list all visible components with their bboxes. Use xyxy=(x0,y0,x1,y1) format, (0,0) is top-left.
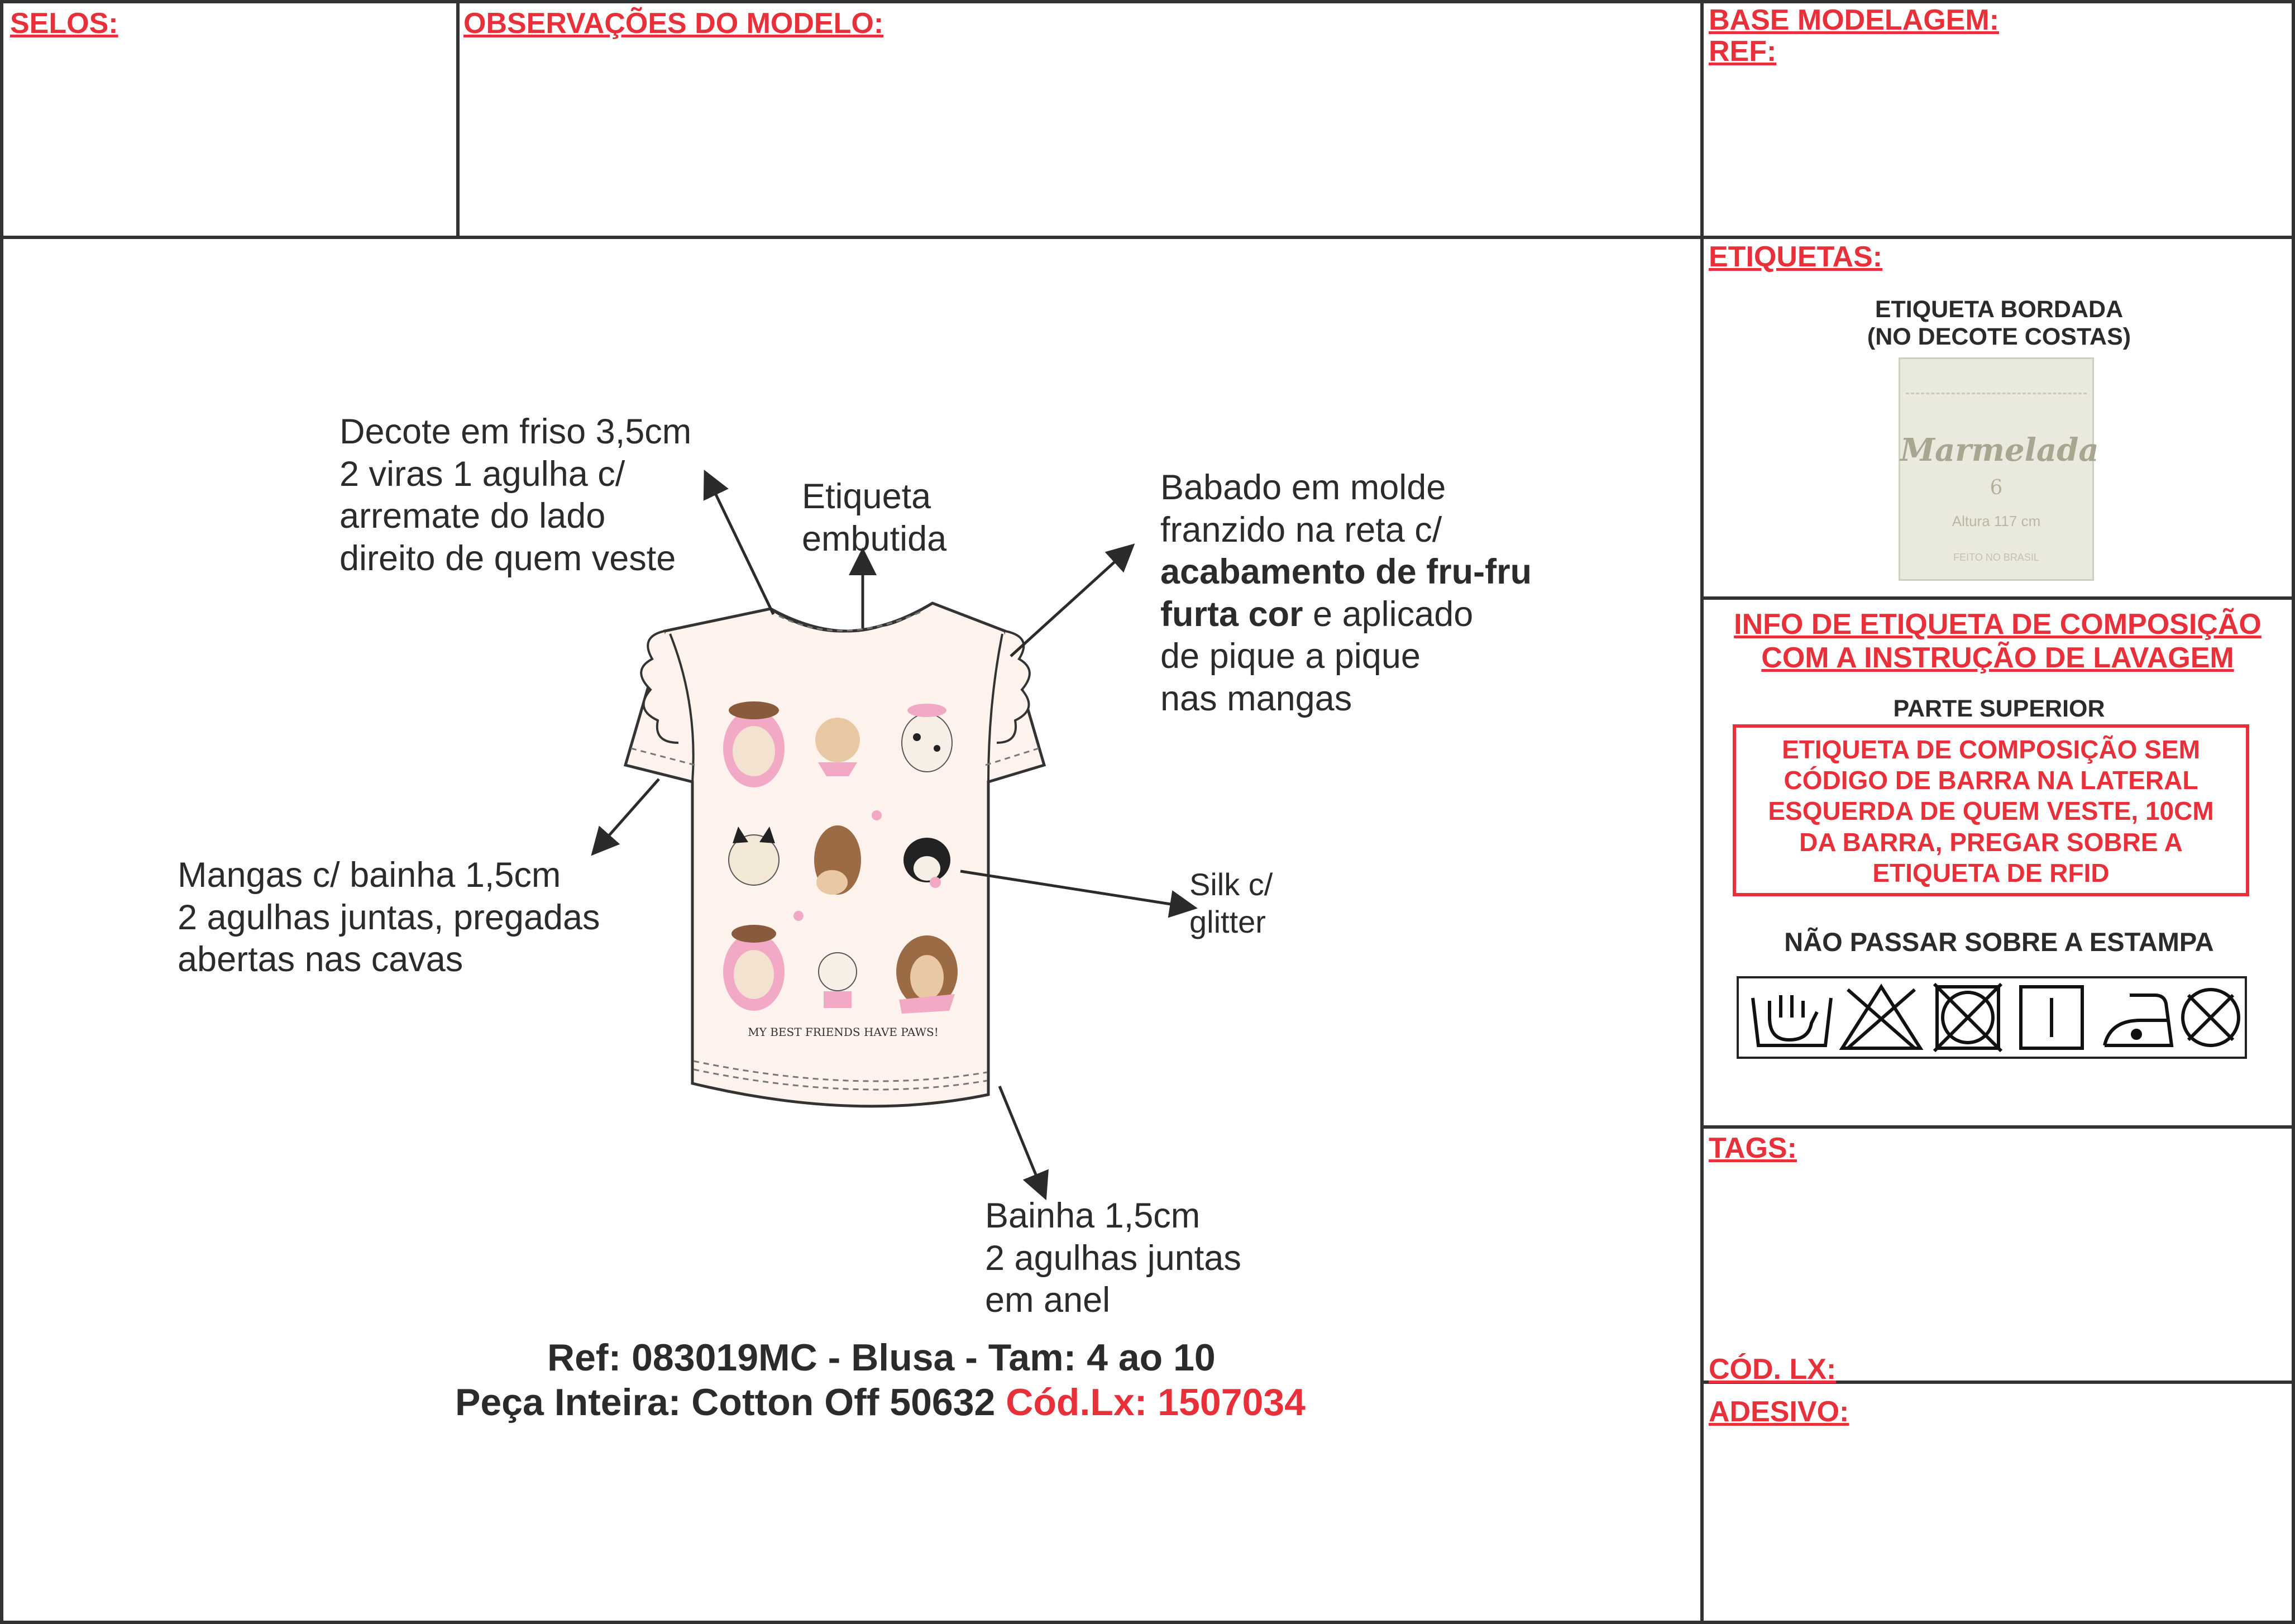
observacoes-label: OBSERVAÇÕES DO MODELO: xyxy=(463,7,884,40)
decote-line: direito de quem veste xyxy=(340,538,676,578)
parte-superior-label: PARTE SUPERIOR xyxy=(1893,695,2105,722)
label-size: 6 xyxy=(1990,476,2003,499)
bainha-line: em anel xyxy=(985,1281,1111,1320)
decote-line: 2 viras 1 agulha c/ xyxy=(340,454,625,494)
babado-note xyxy=(1160,467,1532,720)
low-iron-icon xyxy=(2105,995,2172,1045)
no-bleach-icon xyxy=(1842,987,1920,1048)
fabric-line xyxy=(455,1381,1306,1424)
babado-line: de pique a pique xyxy=(1160,637,1421,676)
line-dry-icon xyxy=(2021,987,2082,1048)
decote-line: Decote em friso 3,5cm xyxy=(340,412,692,451)
babado-bold-text: acabamento de fru-fru xyxy=(1160,552,1532,592)
etiquetas-label: ETIQUETAS: xyxy=(1709,241,1883,273)
babado-line-mixed xyxy=(1160,594,1532,636)
arrow-decote xyxy=(706,475,773,614)
composicao-line: ETIQUETA DE COMPOSIÇÃO SEM xyxy=(1782,735,2200,764)
adesivo-label: ADESIVO: xyxy=(1709,1396,1849,1428)
composicao-box xyxy=(1733,724,2249,896)
arrow-babado xyxy=(1011,547,1131,656)
label-brand: Marmelada xyxy=(1900,432,2099,469)
arrow-silk xyxy=(960,871,1192,907)
label-height: Altura 117 cm xyxy=(1952,513,2041,529)
composicao-line: CÓDIGO DE BARRA NA LATERAL xyxy=(1784,766,2198,795)
silk-note xyxy=(1189,866,1273,940)
info-divider xyxy=(1702,1125,2295,1129)
composicao-line: ETIQUETA DE RFID xyxy=(1872,858,2110,887)
no-tumble-dry-icon xyxy=(1934,984,2001,1051)
ref-label: REF: xyxy=(1709,35,1777,68)
etiquetas-divider xyxy=(1702,596,2295,600)
silk-line: glitter xyxy=(1189,904,1266,940)
care-symbols-svg xyxy=(1739,978,2245,1057)
mangas-line: abertas nas cavas xyxy=(178,940,463,980)
babado-line: franzido na reta c/ xyxy=(1160,510,1442,550)
decote-line: arremate do lado xyxy=(340,496,606,536)
bainha-line: 2 agulhas juntas xyxy=(985,1238,1241,1278)
fabric-text: Peça Inteira: Cotton Off 50632 xyxy=(455,1381,1006,1424)
etiqueta-line: Etiqueta xyxy=(802,477,931,516)
info-title-1: INFO DE ETIQUETA DE COMPOSIÇÃO xyxy=(1734,608,2261,641)
babado-bold-text: furta cor xyxy=(1160,594,1303,634)
etiqueta-bordada-sub: (NO DECOTE COSTAS) xyxy=(1867,323,2131,351)
mangas-note xyxy=(178,854,600,981)
babado-line: Babado em molde xyxy=(1160,468,1446,507)
decote-note xyxy=(340,411,691,580)
silk-line: Silk c/ xyxy=(1189,867,1273,902)
mangas-line: Mangas c/ bainha 1,5cm xyxy=(178,856,561,895)
babado-line: nas mangas xyxy=(1160,679,1352,718)
nao-passar-label: NÃO PASSAR SOBRE A ESTAMPA xyxy=(1784,927,2214,957)
babado-line-bold xyxy=(1160,551,1532,594)
composicao-line: DA BARRA, PREGAR SOBRE A xyxy=(1799,827,2183,857)
etiqueta-note xyxy=(802,476,946,560)
woven-label-image xyxy=(1899,357,2099,581)
ref-line: Ref: 083019MC - Blusa - Tam: 4 ao 10 xyxy=(547,1336,1216,1379)
label-stitch-top xyxy=(1906,393,2087,394)
etiqueta-bordada-title xyxy=(1742,296,2256,351)
babado-text: e aplicado xyxy=(1303,594,1474,634)
selos-label: SELOS: xyxy=(10,7,118,40)
etiqueta-line: embutida xyxy=(802,519,947,558)
tags-label: TAGS: xyxy=(1709,1132,1797,1164)
print-slogan: MY BEST FRIENDS HAVE PAWS! xyxy=(748,1025,939,1039)
cod-lx-label: CÓD. LX: xyxy=(1709,1353,1837,1386)
cod-lx-value: Cód.Lx: 1507034 xyxy=(1006,1381,1306,1424)
base-modelagem-label: BASE MODELAGEM: xyxy=(1709,4,1999,36)
mangas-line: 2 agulhas juntas, pregadas xyxy=(178,897,600,937)
hand-wash-icon xyxy=(1753,995,1831,1045)
etiqueta-bordada-line: ETIQUETA BORDADA xyxy=(1875,296,2124,323)
info-title-2: COM A INSTRUÇÃO DE LAVAGEM xyxy=(1761,642,2234,674)
bainha-line: Bainha 1,5cm xyxy=(985,1196,1201,1235)
arrow-bainha xyxy=(1000,1086,1044,1195)
care-symbols xyxy=(1737,976,2247,1059)
arrow-mangas xyxy=(595,779,659,852)
composicao-line: ESQUERDA DE QUEM VESTE, 10CM xyxy=(1768,796,2214,826)
no-dry-clean-icon xyxy=(2183,990,2239,1045)
label-made-in: FEITO NO BRASIL xyxy=(1953,552,2039,563)
bainha-note xyxy=(985,1195,1241,1322)
